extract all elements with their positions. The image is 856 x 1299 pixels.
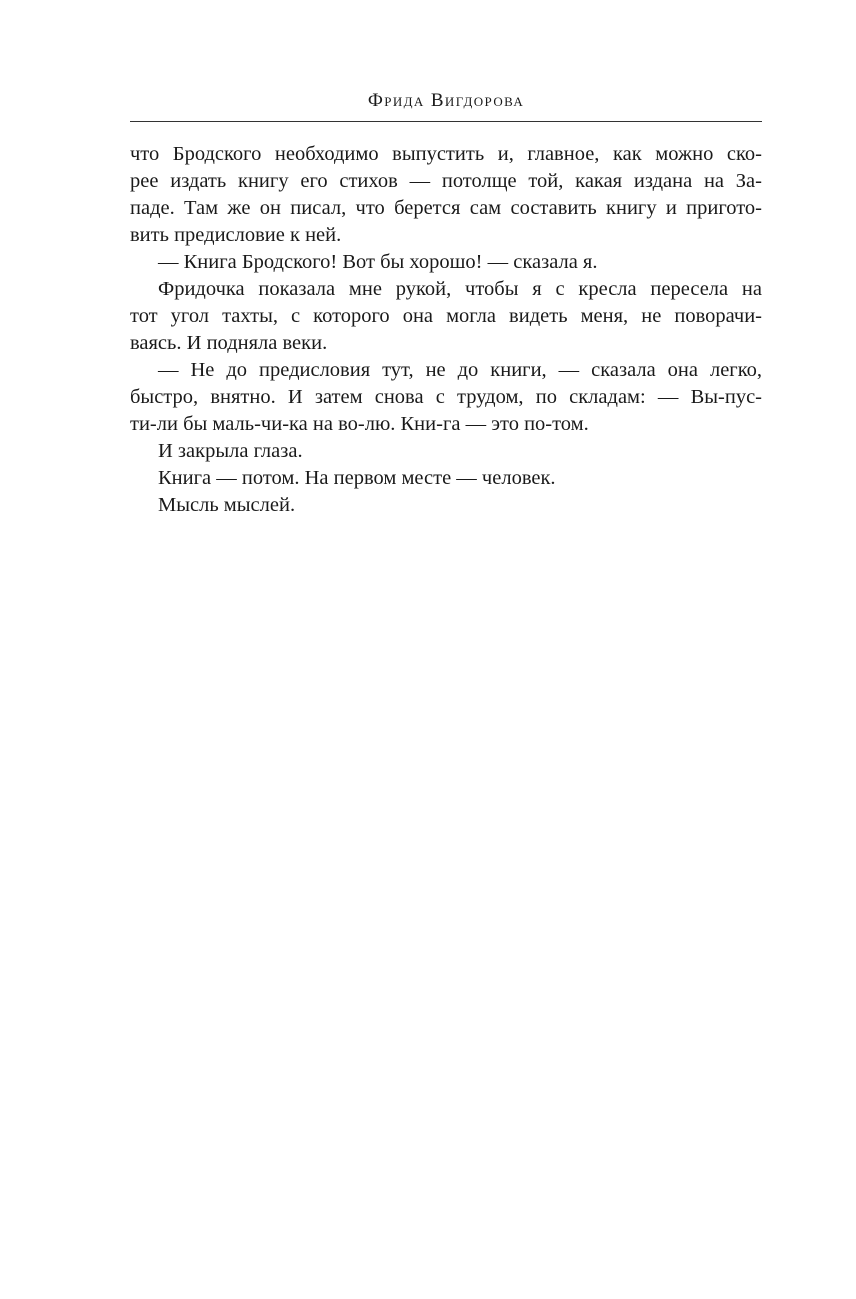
body-text (130, 141, 762, 519)
text-line: И закрыла глаза. (158, 440, 303, 462)
text-line: Фридочка показала мне рукой, чтобы я с кресла пересела на (158, 278, 762, 300)
text-line: паде. Там же он писал, что берется сам составить книгу и пригото- (130, 197, 762, 219)
text-line: ти-ли бы маль-чи-ка на во-лю. Кни-га — это по-том. (130, 413, 589, 435)
text-line: что Бродского необходимо выпустить и, главное, как можно ско- (130, 143, 762, 165)
text-line: ваясь. И подняла веки. (130, 332, 328, 354)
running-head-author: Фрида Вигдорова (367, 90, 525, 111)
text-line: Мысль мыслей. (158, 494, 296, 516)
text-line: — Книга Бродского! Вот бы хорошо! — сказала я. (158, 251, 598, 273)
header-rule (130, 121, 762, 122)
text-line: рее издать книгу его стихов — потолще той, какая издана на За- (130, 170, 762, 192)
text-line: тот угол тахты, с которого она могла видеть меня, не поворачи- (130, 305, 762, 327)
text-line: Книга — потом. На первом месте — человек. (158, 467, 556, 489)
text-line: быстро, внятно. И затем снова с трудом, по складам: — Вы-пус- (130, 386, 762, 408)
text-line: вить предисловие к ней. (130, 224, 342, 246)
text-line: — Не до предисловия тут, не до книги, — сказала она легко, (158, 359, 762, 381)
